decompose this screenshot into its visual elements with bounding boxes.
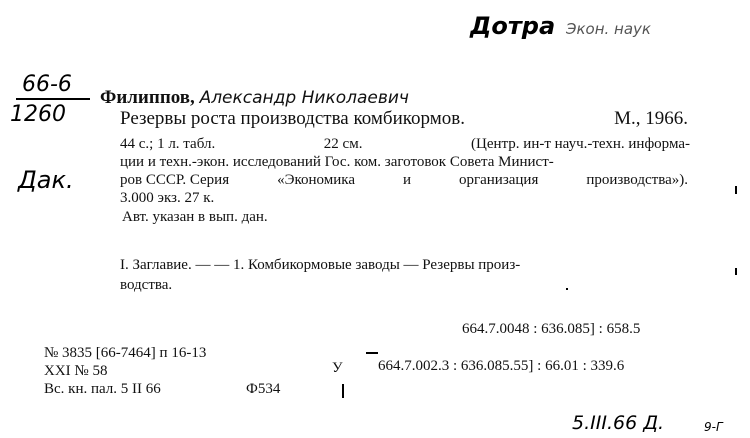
scan-speck — [735, 268, 737, 275]
handwritten-corner-note: 9-Г — [704, 420, 723, 434]
footer-line-3-left: Вс. кн. пал. 5 II 66 — [44, 381, 161, 397]
desc-line-3: ров СССР. Серия «Экономика и организация производства»). — [120, 172, 688, 188]
author-note: Авт. указан в вып. дан. — [122, 209, 268, 225]
footer-line-2: XXI № 58 — [44, 363, 108, 379]
author-surname: Филиппов, — [100, 87, 195, 108]
title-line — [120, 108, 688, 130]
tracing-line-1: I. Заглавие. — — 1. Комбикормовые заводы — Резервы произ- — [120, 257, 521, 273]
handwritten-stroke — [366, 352, 378, 354]
scan-speck — [566, 288, 568, 290]
footer-line-1: № 3835 [66-7464] п 16-13 — [44, 345, 207, 361]
shelf-mark-top: 66-6 — [22, 72, 72, 97]
footer-line-3-right: Ф534 — [246, 381, 281, 397]
desc-line-1: 44 с.; 1 л. табл. 22 см. (Центр. ин-т науч.-техн. информа- — [120, 136, 690, 152]
tracing-line-2: водства. — [120, 277, 173, 293]
shelf-mark-divider — [16, 98, 90, 100]
handwritten-subject-bold: Дотра — [470, 12, 556, 40]
work-title: Резервы роста производства комбикормов. — [120, 108, 465, 129]
scan-speck — [735, 186, 737, 194]
author-line — [100, 87, 409, 109]
scan-speck — [342, 384, 344, 398]
udc-main: 664.7.0048 : 636.085] : 658.5 — [462, 321, 641, 337]
desc-line-2: ции и техн.-экон. исследований Гос. ком. заготовок Совета Минист- — [120, 154, 554, 170]
udc-second: 664.7.002.3 : 636.085.55] : 66.01 : 339.6 — [378, 358, 625, 374]
desc-line-4: 3.000 экз. 27 к. — [120, 190, 215, 206]
handwritten-date: 5.III.66 Д. — [572, 412, 665, 434]
shelf-mark-bottom: 1260 — [10, 102, 66, 127]
udc-letter: У — [332, 360, 343, 376]
handwritten-margin-note: Дак. — [18, 166, 74, 194]
imprint: М., 1966. — [614, 108, 688, 129]
handwritten-author-name: Александр Николаевич — [199, 88, 409, 108]
handwritten-subject-light: Экон. наук — [566, 20, 651, 38]
